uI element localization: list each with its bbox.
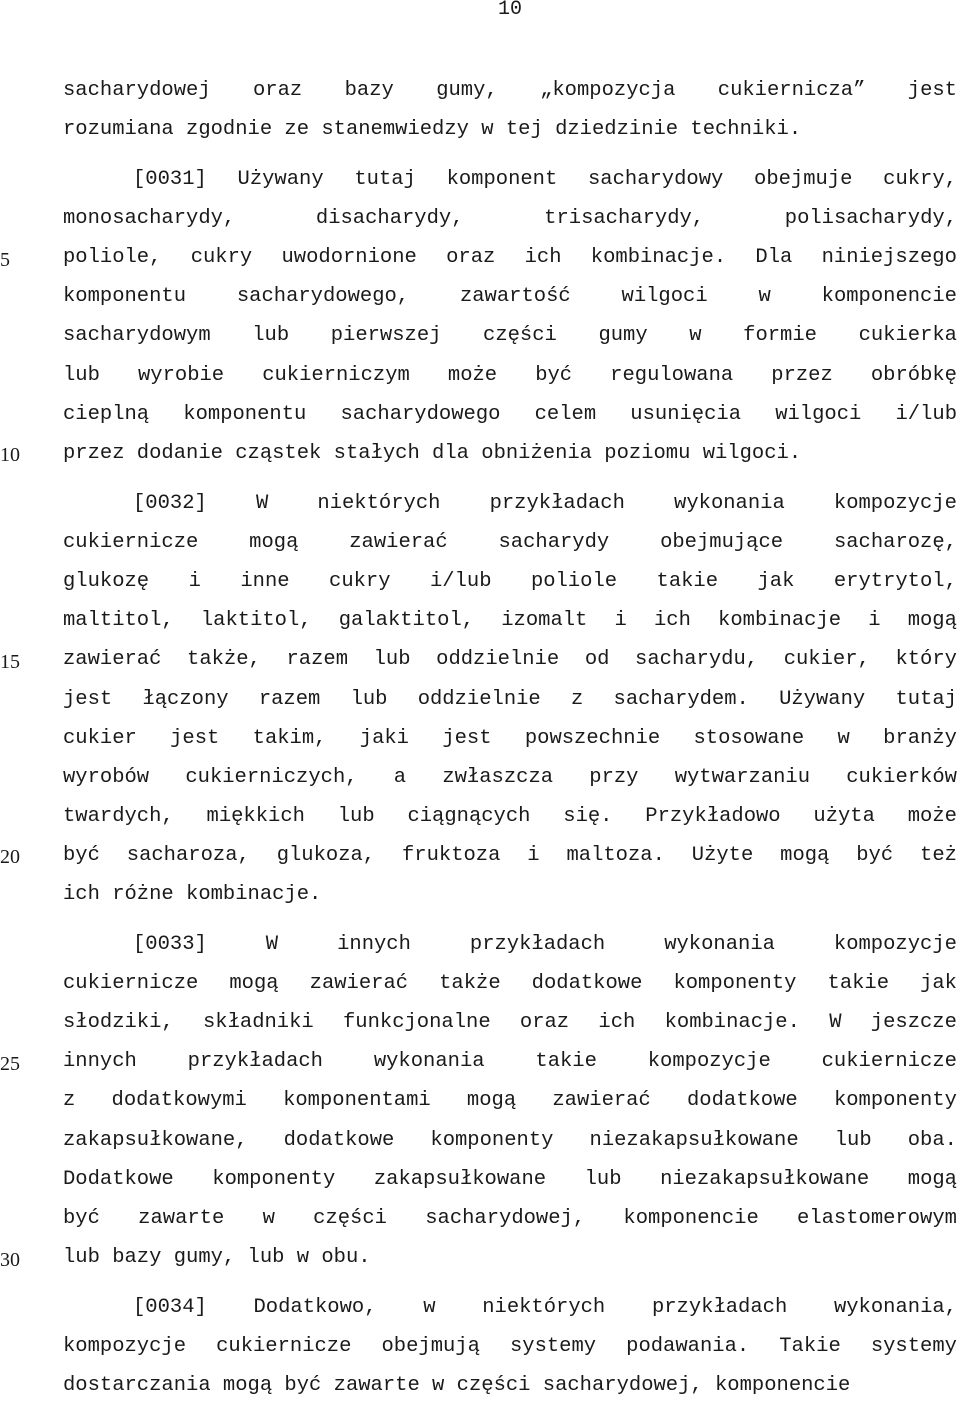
word: zwłaszcza [442, 766, 554, 789]
word: mogą [466, 1089, 517, 1112]
word: twardych, [63, 805, 174, 828]
word: cukiernicze [821, 1050, 957, 1073]
text-line [63, 648, 957, 672]
word: przez [771, 364, 833, 387]
word: galaktitol, [338, 609, 475, 632]
word: komponenty [833, 1089, 957, 1112]
word: systemy [870, 1335, 957, 1358]
word: [0032] [133, 492, 207, 515]
word: disacharydy, [315, 207, 464, 230]
text-line: dostarczania mogą być zawarte w części sacharydowej, komponencie [63, 1374, 851, 1397]
word: dodatkowe [531, 972, 643, 995]
word: i [527, 844, 540, 867]
word: kombinacje [718, 609, 842, 632]
word: jest [907, 79, 957, 102]
word: branży [883, 727, 957, 750]
word: sacharydem. [613, 688, 749, 711]
word: powszechnie [524, 727, 661, 750]
word: sacharydowy [587, 168, 724, 191]
word: W [265, 933, 279, 956]
word: zawierać [309, 972, 409, 995]
word: od [584, 648, 610, 671]
word: obróbkę [870, 364, 957, 387]
word: zawartość [459, 285, 571, 308]
text-line [63, 1168, 957, 1192]
word: izomalt [501, 609, 588, 632]
word: jaki [359, 727, 409, 750]
word: cukiernicza” [717, 79, 866, 102]
word: zakapsułkowane [373, 1168, 547, 1191]
word: cukier, [783, 648, 870, 671]
word: miękkich [206, 805, 305, 828]
word: także, [187, 648, 261, 671]
word: mogą [907, 609, 957, 632]
word: wykonania [674, 492, 785, 515]
word: sacharydowego [340, 403, 501, 426]
word: „kompozycja [540, 79, 676, 102]
word: ich [598, 1011, 636, 1034]
word: wilgoci [775, 403, 862, 426]
text-line [133, 168, 957, 192]
word: kombinacje. [664, 1011, 800, 1034]
word: W [829, 1011, 842, 1034]
word: regulowana [610, 364, 734, 387]
word: przykładach [489, 492, 625, 515]
word: usunięcia [630, 403, 742, 426]
word: erytrytol, [833, 570, 957, 593]
text-line [63, 805, 957, 829]
word: cukiernicze [216, 1335, 352, 1358]
word: oddzielnie [436, 648, 560, 671]
word: części [313, 1207, 387, 1230]
word: tutaj [354, 168, 416, 191]
word: dodatkowe [687, 1089, 798, 1112]
text-line [133, 933, 957, 957]
text-line [63, 727, 957, 751]
word: kompozycje [833, 933, 957, 956]
word: takie [535, 1050, 597, 1073]
word: razem [286, 648, 348, 671]
text-line [63, 1050, 957, 1074]
word: sacharydy [498, 531, 610, 554]
word: przykładach [187, 1050, 323, 1073]
word: maltoza. [566, 844, 665, 867]
word: obejmujące [660, 531, 784, 554]
word: niezakapsułkowane [589, 1129, 799, 1152]
text-line [63, 570, 957, 594]
word: być [535, 364, 573, 387]
text-line [63, 1011, 957, 1035]
word: komponencie [623, 1207, 759, 1230]
word: Dla [755, 246, 793, 269]
word: oraz [519, 1011, 570, 1034]
word: komponenty [430, 1129, 554, 1152]
text-line [63, 688, 957, 712]
word: sacharydowym [63, 324, 211, 347]
word: wykonania, [833, 1296, 957, 1319]
word: ich [524, 246, 562, 269]
text-line [63, 1207, 957, 1231]
word: inne [240, 570, 290, 593]
text-line [63, 531, 957, 555]
text-line [133, 492, 957, 516]
word: który [895, 648, 957, 671]
word: składniki [203, 1011, 314, 1034]
word: glukozę [63, 570, 150, 593]
word: w [837, 727, 850, 750]
word: w [423, 1296, 436, 1319]
word: razem [258, 688, 321, 711]
word: niektórych [317, 492, 441, 515]
word: niektórych [482, 1296, 606, 1319]
word: może [447, 364, 498, 387]
word: z [570, 688, 584, 711]
text-line [63, 285, 957, 309]
word: sacharoza, [126, 844, 250, 867]
word: cukry [190, 246, 253, 269]
word: mogą [907, 1168, 957, 1191]
word: mogą [229, 972, 279, 995]
word: cukiernicze [63, 531, 199, 554]
word: części [483, 324, 557, 347]
word: sacharydowej, [425, 1207, 586, 1230]
word: oba. [907, 1129, 957, 1152]
word: dodatkowe [283, 1129, 395, 1152]
word: Użyte [691, 844, 754, 867]
word: fruktoza [401, 844, 501, 867]
word: Przykładowo [645, 805, 781, 828]
word: lub [584, 1168, 622, 1191]
word: lub [337, 805, 375, 828]
word: tutaj [895, 688, 957, 711]
word: [0034] [133, 1296, 207, 1319]
word: lub [252, 324, 290, 347]
word: podawania. [626, 1335, 750, 1358]
word: Dodatkowe [63, 1168, 174, 1191]
word: obejmuje [754, 168, 853, 191]
word: komponenty [212, 1168, 336, 1191]
word: sacharydowego, [236, 285, 410, 308]
word: i [188, 570, 201, 593]
word: w [689, 324, 702, 347]
word: kompozycje [63, 1335, 187, 1358]
word: kompozycje [647, 1050, 771, 1073]
word: glukoza, [276, 844, 376, 867]
word: Dodatkowo, [253, 1296, 377, 1319]
word: komponentami [283, 1089, 431, 1112]
word: się. [563, 805, 613, 828]
word: kompozycje [833, 492, 957, 515]
word: w [262, 1207, 275, 1230]
line-number: 30 [0, 1249, 20, 1271]
word: polisacharydy, [784, 207, 957, 230]
word: przykładach [651, 1296, 788, 1319]
text-line [63, 1089, 957, 1113]
word: komponencie [821, 285, 957, 308]
word: formie [743, 324, 817, 347]
word: cukierniczych, [185, 766, 358, 789]
word: sacharydowej [63, 79, 211, 102]
word: W [255, 492, 269, 515]
word: cieplną [63, 403, 150, 426]
word: jeszcze [870, 1011, 957, 1034]
word: oraz [446, 246, 496, 269]
word: ich [653, 609, 691, 632]
word: cukiernicze [63, 972, 199, 995]
word: monosacharydy, [63, 207, 236, 230]
word: gumy, [436, 79, 498, 102]
word: także [439, 972, 501, 995]
word: wyrobów [63, 766, 150, 789]
word: Używany [779, 688, 866, 711]
text-line [63, 403, 957, 427]
text-line [63, 844, 957, 868]
word: zawierać [552, 1089, 651, 1112]
text-line [63, 1335, 957, 1359]
word: użyta [813, 805, 875, 828]
word: Używany [237, 168, 324, 191]
word: elastomerowym [797, 1207, 957, 1230]
word: oraz [253, 79, 303, 102]
word: niezakapsułkowane [660, 1168, 870, 1191]
word: cukierków [846, 766, 957, 789]
word: gumy [598, 324, 648, 347]
word: cukierniczym [262, 364, 410, 387]
line-number: 15 [0, 651, 20, 673]
word: komponent [446, 168, 558, 191]
word: cukierka [858, 324, 957, 347]
line-number: 10 [0, 444, 20, 466]
word: poliole [530, 570, 618, 593]
text-line [63, 246, 957, 270]
word: jest [63, 688, 113, 711]
text-line: ich różne kombinacje. [63, 883, 322, 906]
word: kombinacje. [590, 246, 727, 269]
word: niniejszego [821, 246, 957, 269]
text-line: przez dodanie cząstek stałych dla obniżenia poziomu wilgoci. [63, 442, 802, 465]
word: mogą [249, 531, 299, 554]
word: wykonania [373, 1050, 485, 1073]
text-line [63, 79, 957, 103]
word: takie [656, 570, 719, 593]
word: oddzielnie [417, 688, 541, 711]
text-line: rozumiana zgodnie ze stanemwiedzy w tej dziedzinie techniki. [63, 118, 802, 141]
word: zawarte [138, 1207, 225, 1230]
word: funkcjonalne [343, 1011, 491, 1034]
word: przy [589, 766, 639, 789]
word: stosowane [693, 727, 805, 750]
word: celem [534, 403, 597, 426]
text-line [63, 766, 957, 790]
word: jak [920, 972, 957, 995]
word: a [393, 766, 407, 789]
word: też [920, 844, 957, 867]
word: cukier [63, 727, 137, 750]
text-line [63, 972, 957, 996]
word: sacharozę, [833, 531, 957, 554]
word: i [614, 609, 627, 632]
word: obejmują [381, 1335, 480, 1358]
word: uwodornione [281, 246, 417, 269]
word: takie [827, 972, 890, 995]
word: może [907, 805, 957, 828]
word: słodziki, [63, 1011, 174, 1034]
word: laktitol, [200, 609, 312, 632]
word: być [63, 844, 100, 867]
word: pierwszej [330, 324, 442, 347]
word: wykonania [664, 933, 775, 956]
word: jest [442, 727, 492, 750]
word: mogą [780, 844, 830, 867]
text-line [63, 609, 957, 633]
word: innych [63, 1050, 137, 1073]
text-line [63, 364, 957, 388]
word: sacharydu, [635, 648, 759, 671]
word: być [63, 1207, 100, 1230]
word: maltitol, [63, 609, 174, 632]
page-number: 10 [497, 0, 522, 21]
word: zawierać [63, 648, 162, 671]
line-number: 5 [0, 249, 10, 271]
line-number: 20 [0, 846, 20, 868]
word: cukry [329, 570, 391, 593]
word: Takie [779, 1335, 841, 1358]
word: lub [834, 1129, 872, 1152]
word: komponentu [63, 285, 187, 308]
word: zakapsułkowane, [63, 1129, 248, 1152]
text-line [63, 1129, 957, 1153]
word: jak [757, 570, 795, 593]
word: poliole, [63, 246, 162, 269]
text-line [63, 207, 957, 231]
word: komponentu [183, 403, 307, 426]
word: lub [350, 688, 388, 711]
word: jest [170, 727, 220, 750]
word: systemy [509, 1335, 597, 1358]
word: ciągnących [407, 805, 531, 828]
word: wyrobie [137, 364, 225, 387]
text-line [63, 324, 957, 348]
word: dodatkowymi [111, 1089, 247, 1112]
word: bazy [344, 79, 394, 102]
word: wilgoci [621, 285, 708, 308]
word: przykładach [469, 933, 606, 956]
word: być [856, 844, 894, 867]
word: i [868, 609, 881, 632]
word: [0031] [133, 168, 207, 191]
word: innych [337, 933, 411, 956]
word: łączony [142, 688, 229, 711]
word: z [63, 1089, 76, 1112]
text-line: lub bazy gumy, lub w obu. [63, 1246, 371, 1269]
word: w [758, 285, 771, 308]
word: takim, [252, 727, 327, 750]
word: lub [63, 364, 100, 387]
word: cukry, [883, 168, 957, 191]
word: i/lub [429, 570, 492, 593]
word: i/lub [895, 403, 957, 426]
word: wytwarzaniu [674, 766, 811, 789]
word: trisacharydy, [544, 207, 705, 230]
line-number: 25 [0, 1053, 20, 1075]
word: lub [373, 648, 411, 671]
text-line [133, 1296, 957, 1320]
word: [0033] [133, 933, 207, 956]
word: zawierać [349, 531, 448, 554]
word: komponenty [673, 972, 797, 995]
